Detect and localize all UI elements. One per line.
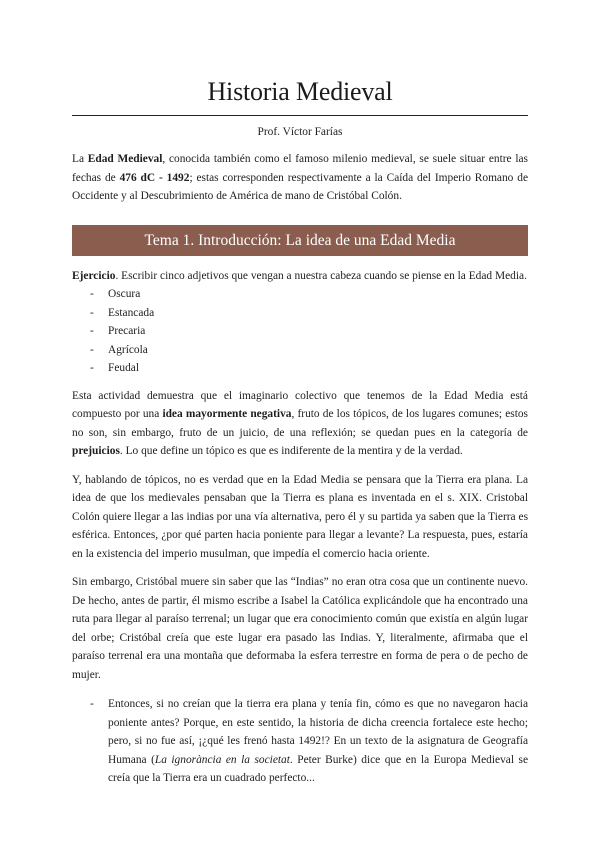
list-item: - Agrícola bbox=[90, 341, 528, 360]
title-divider bbox=[72, 115, 528, 116]
body-paragraph bbox=[72, 387, 528, 461]
exercise-text: . Escribir cinco adjetivos que vengan a nuestra cabeza cuando se piense en la Edad Media. bbox=[115, 269, 527, 282]
paragraph-text: Esta actividad demuestra que el imaginario colectivo que tenemos de la Edad Media está compuesto por una bbox=[72, 389, 528, 420]
paragraph-text: Entonces, si no creían que la tierra era plana y tenía fin, cómo es que no navegaron hacia poniente antes? Porque, en este sentido, la historia de dicha creencia fortalece este hecho; pero, si no fue así, ¡¿qué les frenó hasta 1492!? En un texto de la asignatura de Geografía Humana ( bbox=[108, 698, 528, 766]
exercise-paragraph bbox=[72, 267, 528, 286]
paragraph-text: . Lo que define un tópico es que es indiferente de la mentira y de la verdad. bbox=[119, 445, 463, 457]
bold-term: prejuicios bbox=[72, 445, 120, 457]
paragraph-text: , fruto de los tópicos, de los lugares comunes; estos no son, sin embargo, fruto de un juicio, de una reflexión; se quedan pues en la categoría de bbox=[72, 408, 528, 439]
list-item: - Feudal bbox=[90, 359, 528, 378]
body-paragraph: Y, hablando de tópicos, no es verdad que en la Edad Media se pensara que la Tierra era plana. La idea de que los medievales pensaban que la Tierra es plana es inventada en el s. XIX. Cristobal Colón quiere llegar a las indias por una vía alternativa, pero él y su partida ya saben que la Tierra es esférica. Entonces, ¿por qué parten hacia poniente para llegar a levante? La respuesta, pues, estaría en la existencia del imperio musulman, que impedía el comercio hacia oriente. bbox=[72, 473, 528, 560]
section-heading: Tema 1. Introducción: La idea de una Edad Media bbox=[72, 225, 528, 256]
list-item bbox=[90, 695, 528, 788]
note-list bbox=[72, 695, 528, 788]
page-title: Historia Medieval bbox=[207, 77, 393, 106]
paragraph-text: . Peter Burke) dice que en la Europa Medieval se creía que la Tierra era un cuadrado perfecto... bbox=[108, 753, 528, 784]
body-paragraph: Sin embargo, Cristóbal muere sin saber que las “Indias” no eran otra cosa que un continente nuevo. De hecho, antes de partir, él mismo escribe a Isabel la Católica explicándole que ha encontrado una ruta para llegar al paraíso terrenal; un lugar que era conocimiento común que existía en algún lugar del orbe; Cristóbal creía que este lugar era pasado las Indias. Y, literalmente, afirmaba que el paraíso terrenal era una montaña que deformaba la esfera terrestre en forma de pera o de pecho de mujer. bbox=[72, 576, 528, 681]
note-text bbox=[108, 695, 528, 788]
list-item: - Estancada bbox=[90, 304, 528, 323]
adjective-list bbox=[72, 285, 528, 378]
list-item: - Precaria bbox=[90, 322, 528, 341]
exercise-label: Ejercicio bbox=[72, 269, 116, 282]
intro-bold-dates: 476 dC - 1492 bbox=[119, 171, 190, 184]
document-page bbox=[72, 0, 528, 788]
italic-title: La ignorància en la societat bbox=[154, 753, 290, 766]
intro-text: La bbox=[72, 153, 88, 165]
intro-paragraph bbox=[72, 150, 528, 206]
author-line: Prof. Víctor Farías bbox=[257, 126, 343, 138]
bold-term: idea mayormente negativa bbox=[162, 408, 292, 420]
intro-bold-term: Edad Medieval bbox=[87, 153, 163, 165]
intro-text: ; estas corresponden respectivamente a la Caída del Imperio Romano de Occidente y al Descubrimiento de América de mano de Cristóbal Colón. bbox=[72, 171, 528, 202]
intro-text: , conocida también como el famoso milenio medieval, se suele situar entre las fechas de bbox=[72, 153, 528, 184]
list-item: - Oscura bbox=[90, 285, 528, 304]
